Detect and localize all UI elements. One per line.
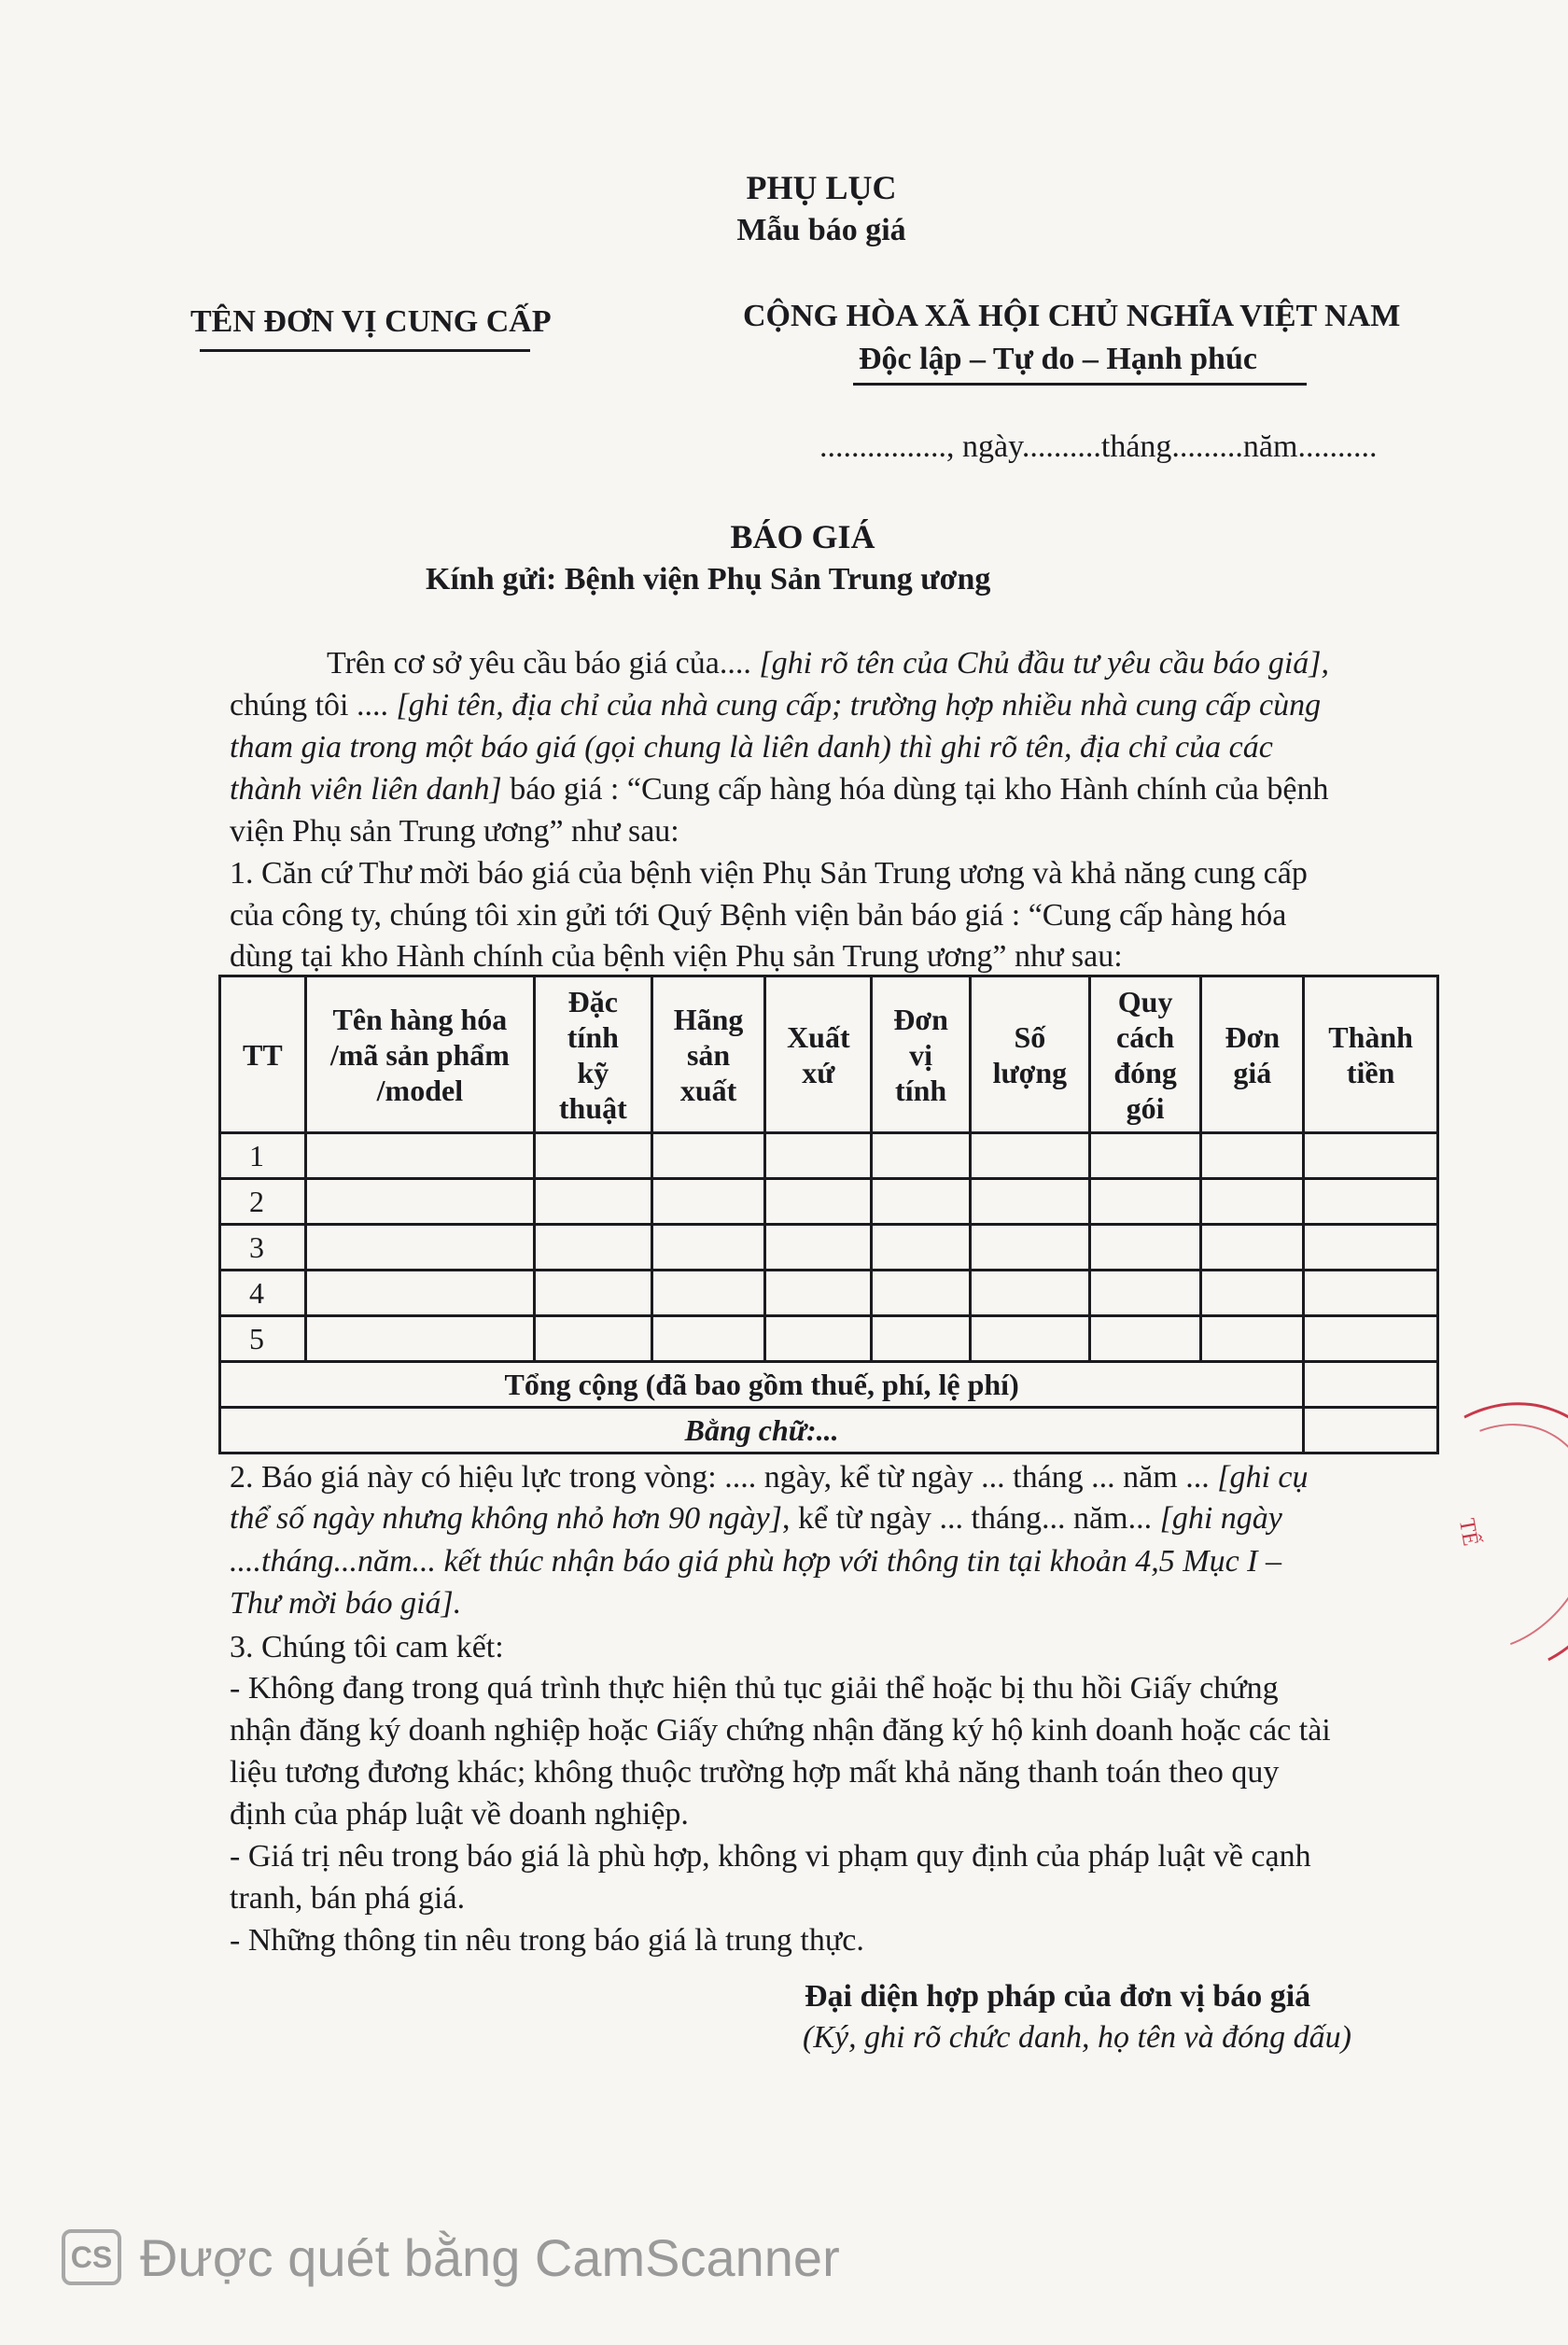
section2-text: 2. Báo giá này có hiệu lực trong vòng: .... ngày, kể từ ngày ... tháng ... năm ...: [230, 1460, 1218, 1495]
section2-placeholder: thể số ngày nhưng không nhỏ hơn 90 ngày]: [230, 1501, 782, 1536]
camscanner-logo-icon: CS: [62, 2229, 121, 2285]
intro-line-1: [327, 642, 1329, 684]
section2-line-4: Thư mời báo giá].: [230, 1586, 462, 1621]
section2-placeholder: [ghi ngày: [1159, 1501, 1282, 1536]
table-row: [220, 1271, 1438, 1316]
table-row: [220, 1316, 1438, 1362]
section2-placeholder: [ghi cụ: [1217, 1460, 1309, 1495]
camscanner-text: Được quét bằng CamScanner: [140, 2227, 840, 2287]
table-row: [220, 1225, 1438, 1271]
header-unit: Đơn vị tính: [872, 976, 971, 1133]
supplier-name: TÊN ĐƠN VỊ CUNG CẤP: [190, 304, 552, 339]
commitment-2-line-1: - Giá trị nêu trong báo giá là phù hợp, không vi phạm quy định của pháp luật về cạnh: [230, 1839, 1311, 1874]
total-row: [220, 1362, 1438, 1408]
republic-name: CỘNG HÒA XÃ HỘI CHỦ NGHĨA VIỆT NAM: [743, 299, 1401, 333]
header-origin: Xuất xứ: [765, 976, 872, 1133]
commitment-1-line-3: liệu tương đương khác; không thuộc trường hợp mất khả năng thanh toán theo quy: [230, 1755, 1280, 1790]
header-quantity: Số lượng: [971, 976, 1090, 1133]
table-row: [220, 1179, 1438, 1225]
date-line: ................, ngày..........tháng.........năm..........: [819, 429, 1378, 464]
intro-line-2: [230, 684, 1321, 726]
row-number: 5: [220, 1316, 306, 1362]
supplier-underline: [200, 349, 530, 352]
row-number: 1: [220, 1133, 306, 1179]
commitment-2-line-2: tranh, bán phá giá.: [230, 1881, 466, 1916]
commitment-1-line-1: - Không đang trong quá trình thực hiện thủ tục giải thể hoặc bị thu hồi Giấy chứng: [230, 1671, 1279, 1706]
table-row: [220, 1133, 1438, 1179]
quote-title: BÁO GIÁ: [730, 518, 875, 555]
section2-text: , kể từ ngày ... tháng... năm...: [781, 1501, 1160, 1536]
addressee: Kính gửi: Bệnh viện Phụ Sản Trung ương: [426, 562, 991, 597]
appendix-heading: PHỤ LỤC: [746, 169, 897, 206]
header-packing: Quy cách đóng gói: [1089, 976, 1201, 1133]
header-specs: Đặc tính kỹ thuật: [534, 976, 651, 1133]
intro-text: chúng tôi ....: [230, 688, 397, 723]
intro-line-5: viện Phụ sản Trung ương” như sau:: [230, 814, 679, 849]
row-number: 2: [220, 1179, 306, 1225]
national-motto: Độc lập – Tự do – Hạnh phúc: [859, 342, 1257, 376]
signature-title: Đại diện hợp pháp của đơn vị báo giá: [805, 1979, 1311, 2014]
header-product-name: Tên hàng hóa /mã sản phẩm /model: [305, 976, 534, 1133]
header-amount: Thành tiền: [1304, 976, 1438, 1133]
section2-line-2: [230, 1497, 1282, 1539]
intro-line-3: tham gia trong một báo giá (gọi chung là liên danh) thì ghi rõ tên, địa chỉ của các: [230, 730, 1273, 765]
total-label: Tổng cộng (đã bao gồm thuế, phí, lệ phí): [220, 1362, 1304, 1408]
intro-line-4: [230, 768, 1328, 810]
quote-table: [218, 975, 1439, 1454]
section2-line-3: ....tháng...năm... kết thúc nhận báo giá phù hợp với thông tin tại khoản 4,5 Mục I –: [230, 1544, 1281, 1579]
in-words-row: [220, 1408, 1438, 1453]
row-number: 3: [220, 1225, 306, 1271]
table-header-row: [220, 976, 1438, 1133]
intro-placeholder: thành viên liên danh]: [230, 772, 502, 807]
section1-line-1: 1. Căn cứ Thư mời báo giá của bệnh viện Phụ Sản Trung ương và khả năng cung cấp: [230, 856, 1308, 891]
in-words-label: Bằng chữ:...: [220, 1408, 1304, 1453]
intro-text: báo giá : “Cung cấp hàng hóa dùng tại kho Hành chính của bệnh: [501, 772, 1329, 807]
intro-placeholder: [ghi rõ tên của Chủ đầu tư yêu cầu báo giá],: [750, 646, 1330, 681]
header-unit-price: Đơn giá: [1201, 976, 1304, 1133]
intro-text: Trên cơ sở yêu cầu báo giá của....: [327, 646, 751, 681]
signature-note: (Ký, ghi rõ chức danh, họ tên và đóng dấu): [803, 2020, 1351, 2055]
section1-line-2: của công ty, chúng tôi xin gửi tới Quý Bệnh viện bản báo giá : “Cung cấp hàng hóa: [230, 898, 1287, 933]
section1-line-3: dùng tại kho Hành chính của bệnh viện Phụ sản Trung ương” như sau:: [230, 939, 1123, 974]
commitment-1-line-4: định của pháp luật về doanh nghiệp.: [230, 1797, 689, 1832]
form-title: Mẫu báo giá: [736, 213, 906, 247]
section2-line-1: [230, 1456, 1309, 1498]
camscanner-watermark: [62, 2225, 840, 2290]
row-number: 4: [220, 1271, 306, 1316]
stamp-text: TẾ: [1453, 1516, 1483, 1549]
header-tt: TT: [220, 976, 306, 1133]
header-manufacturer: Hãng sản xuất: [651, 976, 765, 1133]
motto-underline: [853, 383, 1307, 386]
commitment-3: - Những thông tin nêu trong báo giá là trung thực.: [230, 1923, 864, 1958]
section3-heading: 3. Chúng tôi cam kết:: [230, 1630, 504, 1664]
commitment-1-line-2: nhận đăng ký doanh nghiệp hoặc Giấy chứng nhận đăng ký hộ kinh doanh hoặc các tài: [230, 1713, 1331, 1748]
intro-placeholder: [ghi tên, địa chỉ của nhà cung cấp; trường hợp nhiều nhà cung cấp cùng: [396, 688, 1322, 723]
